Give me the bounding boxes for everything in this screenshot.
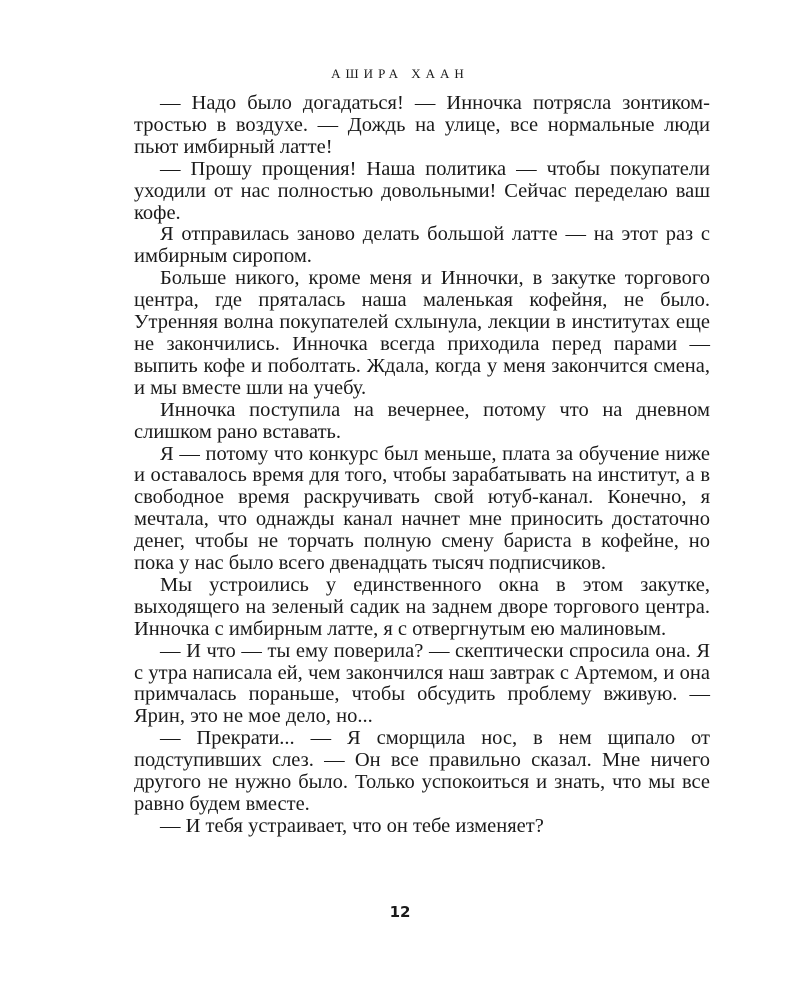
body-text <box>134 93 710 838</box>
paragraph: — И тебя устраивает, что он тебе изменяет? <box>160 814 544 837</box>
running-header-author: АШИРА ХААН <box>331 66 469 81</box>
paragraph: — Надо было догадаться! — Инночка потрясла зонтиком-тростью в воздухе. — Дождь на улице, все нормальные люди пьют имбирный латте! <box>134 92 710 158</box>
paragraph: Больше никого, кроме меня и Инночки, в закутке торгового центра, где пряталась наша маленькая кофейня, не было. Утренняя волна покупателей схлынула, лекции в институтах еще не закончились. Инночка всегда приходила перед парами — выпить кофе и поболтать. Ждала, когда у меня закончится смена, и мы вместе шли на учебу. <box>134 267 710 399</box>
paragraph: — Прекрати... — Я сморщила нос, в нем щипало от подступивших слез. — Он все правильно сказал. Мне ничего другого не нужно было. Только успокоиться и знать, что мы все равно будем вместе. <box>134 727 710 815</box>
paragraph: — И что — ты ему поверила? — скептически спросила она. Я с утра написала ей, чем закончился наш завтрак с Артемом, и она примчалась пораньше, чтобы обсудить проблему вживую. — Ярин, это не мое дело, но... <box>134 639 710 728</box>
paragraph: — Прошу прощения! Наша политика — чтобы покупатели уходили от нас полностью довольными! Сейчас переделаю ваш кофе. <box>134 157 710 224</box>
paragraph: Мы устроились у единственного окна в этом закутке, выходящего на зеленый садик на заднем дворе торгового центра. Инночка с имбирным латте, я с отвергнутым ею малиновым. <box>134 573 710 640</box>
page-number: 12 <box>389 903 411 921</box>
paragraph: Я — потому что конкурс был меньше, плата за обучение ниже и оставалось время для того, чтобы зарабатывать на институт, а в свободное время раскручивать свой ютуб-канал. Конечно, я мечтала, что однажды канал начнет мне приносить достаточно денег, чтобы не торчать полную смену бариста в кофейне, но пока у нас было всего двенадцать тысяч подписчиков. <box>134 442 710 575</box>
paragraph: Инночка поступила на вечернее, потому что на дневном слишком рано вставать. <box>134 398 710 443</box>
paragraph: Я отправилась заново делать большой латте — на этот раз с имбирным сиропом. <box>134 223 710 268</box>
